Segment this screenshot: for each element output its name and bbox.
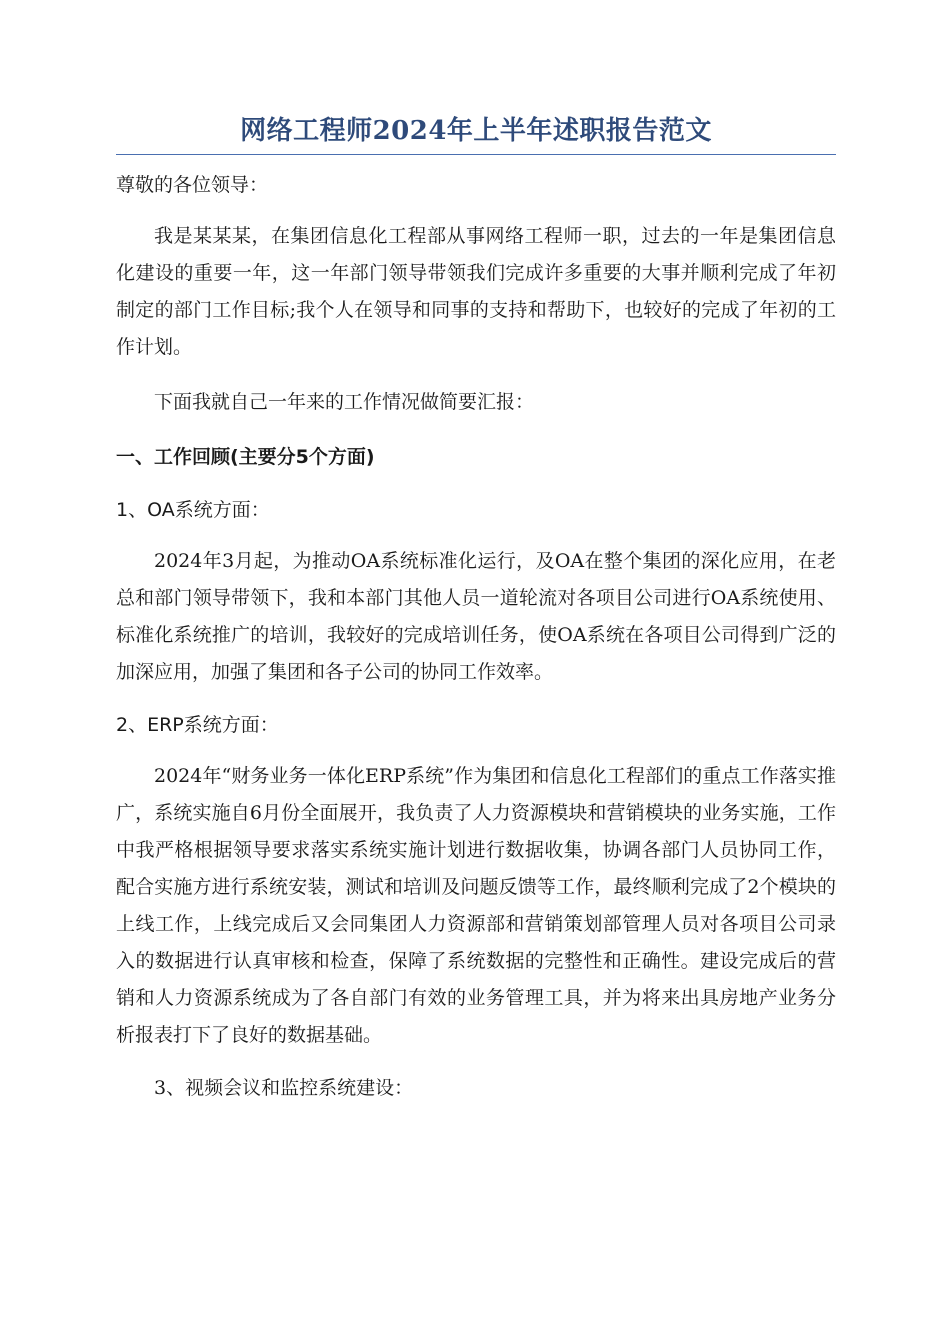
item-body-erp: 2024年“财务业务一体化ERP系统”作为集团和信息化工程部们的重点工作落实推广，系统实施自6月份全面展开，我负责了人力资源模块和营销模块的业务实施，工作中我严格根据领导要求落实系统实施计划进行数据收集，协调各部门人员协同工作，配合实施方进行系统安装，测试和培训及问题反馈等工作，最终顺利完成了2个模块的上线工作，上线完成后又会同集团人力资源部和营销策划部管理人员对各项目公司录入的数据进行认真审核和检查，保障了系统数据的完整性和正确性。建设完成后的营销和人力资源系统成为了各自部门有效的业务管理工具，并为将来出具房地产业务分析报表打下了良好的数据基础。 (116, 765, 836, 1046)
intro-paragraph: 我是某某某，在集团信息化工程部从事网络工程师一职，过去的一年是集团信息化建设的重要一年，这一年部门领导带领我们完成许多重要的大事并顺利完成了年初制定的部门工作目标;我个人在领导和同事的支持和帮助下，也较好的完成了年初的工作计划。 (116, 225, 836, 358)
item-heading-oa: 1、OA系统方面： (116, 499, 270, 521)
item-heading-erp: 2、ERP系统方面： (116, 714, 279, 736)
lead-paragraph: 下面我就自己一年来的工作情况做简要汇报： (154, 391, 535, 413)
item-heading-video: 3、视频会议和监控系统建设： (154, 1077, 414, 1099)
document-page (116, 110, 836, 1107)
document-title: 网络工程师2024年上半年述职报告范文 (116, 110, 836, 155)
section-heading-work-review: 一、工作回顾(主要分5个方面) (116, 446, 375, 468)
salutation: 尊敬的各位领导： (116, 174, 269, 196)
item-body-oa: 2024年3月起，为推动OA系统标准化运行，及OA在整个集团的深化应用，在老总和部门领导带领下，我和本部门其他人员一道轮流对各项目公司进行OA系统使用、标准化系统推广的培训，我较好的完成培训任务，使OA系统在各项目公司得到广泛的加深应用，加强了集团和各子公司的协同工作效率。 (116, 550, 836, 683)
